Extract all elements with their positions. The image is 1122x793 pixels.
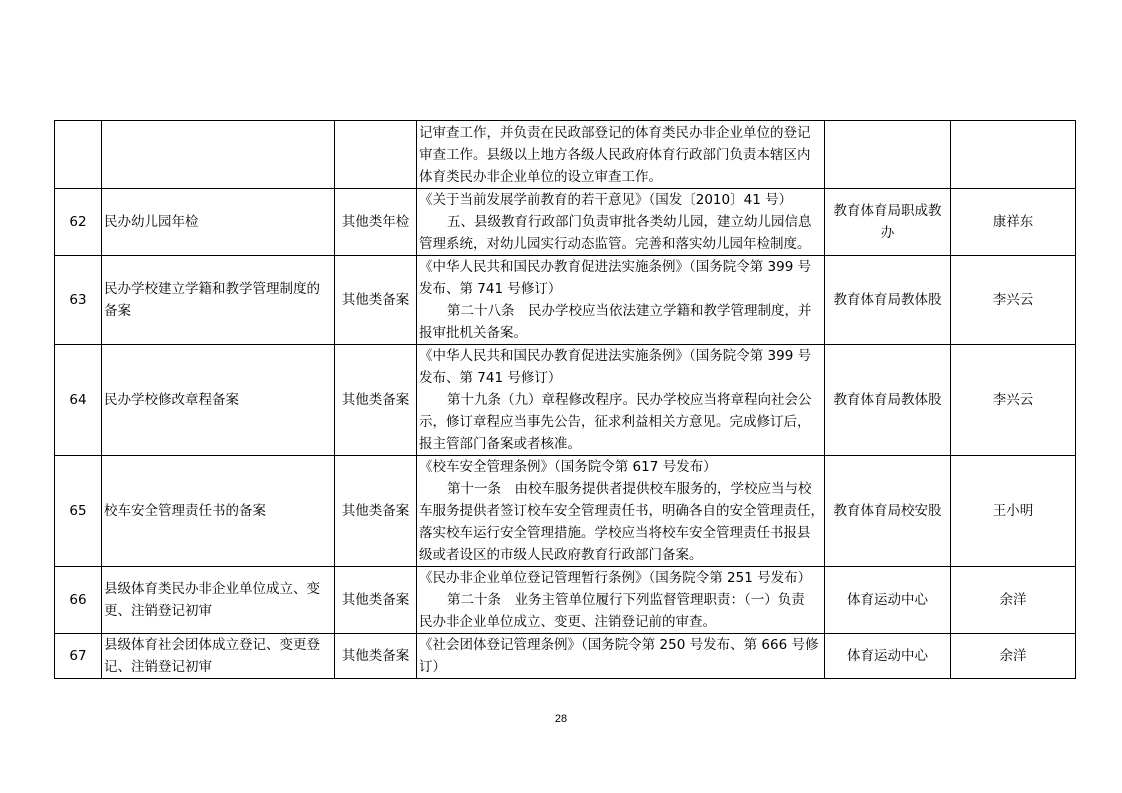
legal-basis-line: 报审批机关备案。 bbox=[419, 325, 527, 341]
department-line: 办 bbox=[880, 225, 895, 241]
item-name bbox=[102, 256, 335, 345]
department-line: 体育运动中心 bbox=[847, 592, 928, 608]
item-name-line: 县级体育类民办非企业单位成立、变 bbox=[104, 581, 320, 597]
legal-basis bbox=[417, 634, 825, 679]
legal-basis-line: 报主管部门备案或者核准。 bbox=[419, 436, 581, 452]
legal-basis-line: 第十一条 由校车服务提供者提供校车服务的，学校应当与校 bbox=[447, 481, 812, 497]
responsible-department bbox=[825, 121, 951, 189]
responsible-department bbox=[825, 345, 951, 456]
item-name-line: 民办学校建立学籍和教学管理制度的 bbox=[104, 281, 320, 297]
legal-basis-line: 第十九条（九）章程修改程序。民办学校应当将章程向社会公 bbox=[447, 392, 812, 408]
department-line: 教育体育局教体股 bbox=[833, 392, 942, 408]
table-row bbox=[55, 567, 1076, 634]
table-body bbox=[55, 121, 1076, 679]
table-row bbox=[55, 121, 1076, 189]
legal-basis-line: 审查工作。县级以上地方各级人民政府体育行政部门负责本辖区内 bbox=[419, 146, 811, 163]
item-name bbox=[102, 456, 335, 567]
item-category: 其他类备案 bbox=[335, 345, 417, 456]
department-line: 教育体育局职成教 bbox=[833, 203, 942, 219]
item-number bbox=[55, 121, 102, 189]
responsible-department bbox=[825, 189, 951, 256]
legal-basis-line: 《校车安全管理条例》（国务院令第 617 号发布） bbox=[419, 459, 717, 475]
responsible-department bbox=[825, 634, 951, 679]
item-number: 63 bbox=[55, 256, 102, 345]
item-name bbox=[102, 189, 335, 256]
item-category: 其他类备案 bbox=[335, 634, 417, 679]
legal-basis-line: 第二十八条 民办学校应当依法建立学籍和教学管理制度，并 bbox=[447, 303, 812, 319]
table-row bbox=[55, 345, 1076, 456]
legal-basis-line: 民办非企业单位成立、变更、注销登记前的审查。 bbox=[419, 614, 716, 630]
item-name-line: 县级体育社会团体成立登记、变更登 bbox=[104, 637, 320, 653]
responsible-person: 康祥东 bbox=[951, 189, 1076, 256]
responsible-department bbox=[825, 567, 951, 634]
item-name-line: 校车安全管理责任书的备案 bbox=[104, 503, 266, 519]
item-number: 67 bbox=[55, 634, 102, 679]
legal-basis-line: 《社会团体登记管理条例》（国务院令第 250 号发布、第 666 号修 bbox=[419, 637, 819, 653]
legal-basis-line: 体育类民办非企业单位的设立审查工作。 bbox=[419, 168, 662, 185]
responsible-department bbox=[825, 456, 951, 567]
responsible-department bbox=[825, 256, 951, 345]
legal-basis-line: 第二十条 业务主管单位履行下列监督管理职责：（一）负责 bbox=[447, 592, 805, 608]
item-category: 其他类备案 bbox=[335, 456, 417, 567]
table-row bbox=[55, 456, 1076, 567]
legal-basis-line: 管理系统，对幼儿园实行动态监管。完善和落实幼儿园年检制度。 bbox=[419, 236, 811, 252]
table-row bbox=[55, 256, 1076, 345]
legal-basis bbox=[417, 345, 825, 456]
item-name-line: 民办幼儿园年检 bbox=[104, 214, 199, 230]
legal-basis bbox=[417, 189, 825, 256]
page-number: 28 bbox=[554, 713, 568, 725]
item-category: 其他类年检 bbox=[335, 189, 417, 256]
legal-basis bbox=[417, 567, 825, 634]
item-name bbox=[102, 567, 335, 634]
legal-basis-line: 《中华人民共和国民办教育促进法实施条例》（国务院令第 399 号 bbox=[419, 348, 812, 364]
legal-basis-line: 《中华人民共和国民办教育促进法实施条例》（国务院令第 399 号 bbox=[419, 259, 812, 275]
legal-basis-line: 落实校车运行安全管理措施。学校应当将校车安全管理责任书报县 bbox=[419, 525, 811, 541]
item-name bbox=[102, 121, 335, 189]
table-row bbox=[55, 634, 1076, 679]
legal-basis-line: 示，修订章程应当事先公告，征求利益相关方意见。完成修订后， bbox=[419, 414, 811, 430]
item-number: 64 bbox=[55, 345, 102, 456]
legal-basis bbox=[417, 256, 825, 345]
item-number: 66 bbox=[55, 567, 102, 634]
department-line: 教育体育局校安股 bbox=[833, 503, 942, 519]
legal-basis bbox=[417, 456, 825, 567]
item-category: 其他类备案 bbox=[335, 567, 417, 634]
item-category: 其他类备案 bbox=[335, 256, 417, 345]
legal-basis-line: 级或者设区的市级人民政府教育行政部门备案。 bbox=[419, 547, 703, 563]
item-name-line: 民办学校修改章程备案 bbox=[104, 392, 239, 408]
legal-basis-line: 五、县级教育行政部门负责审批各类幼儿园，建立幼儿园信息 bbox=[447, 214, 812, 230]
legal-basis bbox=[417, 121, 825, 189]
department-line: 体育运动中心 bbox=[847, 648, 928, 664]
item-name-line: 备案 bbox=[104, 303, 131, 319]
regulation-table bbox=[54, 120, 1076, 679]
responsible-person: 余洋 bbox=[951, 567, 1076, 634]
item-name bbox=[102, 634, 335, 679]
item-category bbox=[335, 121, 417, 189]
legal-basis-line: 订） bbox=[419, 659, 446, 675]
item-number: 65 bbox=[55, 456, 102, 567]
legal-basis-line: 记审查工作，并负责在民政部登记的体育类民办非企业单位的登记 bbox=[419, 124, 811, 141]
item-number: 62 bbox=[55, 189, 102, 256]
responsible-person: 余洋 bbox=[951, 634, 1076, 679]
responsible-person: 李兴云 bbox=[951, 345, 1076, 456]
legal-basis-line: 《民办非企业单位登记管理暂行条例》（国务院令第 251 号发布） bbox=[419, 570, 812, 586]
legal-basis-line: 发布、第 741 号修订） bbox=[419, 281, 562, 297]
legal-basis-line: 发布、第 741 号修订） bbox=[419, 370, 562, 386]
legal-basis-line: 《关于当前发展学前教育的若干意见》（国发〔2010〕41 号） bbox=[419, 192, 793, 208]
responsible-person bbox=[951, 121, 1076, 189]
department-line: 教育体育局教体股 bbox=[833, 292, 942, 308]
responsible-person: 王小明 bbox=[951, 456, 1076, 567]
item-name-line: 更、注销登记初审 bbox=[104, 603, 212, 619]
item-name-line: 记、注销登记初审 bbox=[104, 659, 212, 675]
table-row bbox=[55, 189, 1076, 256]
responsible-person: 李兴云 bbox=[951, 256, 1076, 345]
item-name bbox=[102, 345, 335, 456]
legal-basis-line: 车服务提供者签订校车安全管理责任书，明确各自的安全管理责任， bbox=[419, 503, 824, 519]
